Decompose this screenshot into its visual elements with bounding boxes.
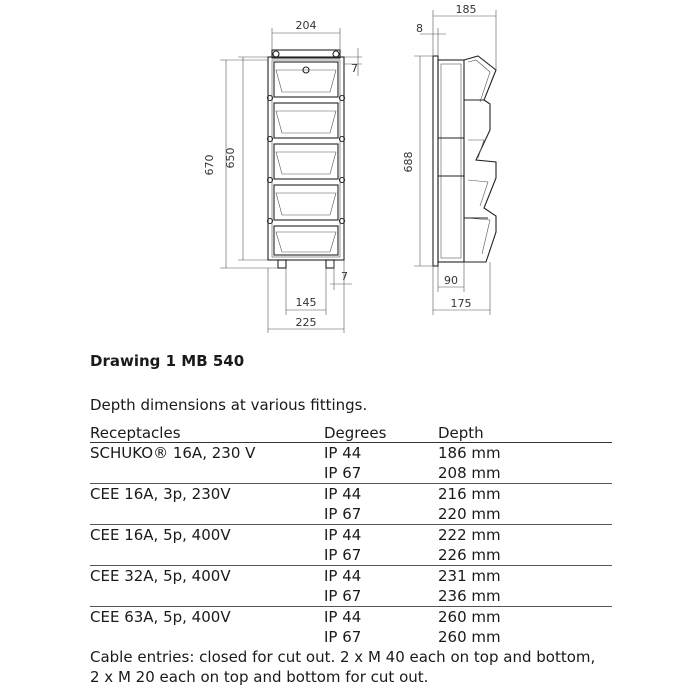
table-row [90,463,612,484]
dim-bottom-depth: 90 [444,274,458,287]
header-depth: Depth [438,424,484,442]
dim-bottom-offset: 7 [341,270,348,283]
degree-cell: IP 44 [324,567,362,585]
header-degrees: Degrees [324,424,387,442]
dim-outer-height: 670 [203,154,216,176]
technical-drawing [0,0,700,340]
receptacle-cell: SCHUKO® 16A, 230 V [90,444,256,462]
degree-cell: IP 67 [324,546,362,564]
receptacle-cell [90,463,324,483]
depth-cell: 236 mm [438,587,501,605]
table-header-row [90,423,612,443]
cable-entries-note [90,647,690,687]
header-receptacles: Receptacles [90,424,181,442]
dim-total-width: 225 [295,316,317,329]
receptacle-cell [90,627,324,647]
dim-base-width: 145 [295,296,317,309]
table-row [90,504,612,525]
receptacle-cell [90,504,324,524]
depth-cell: 226 mm [438,546,501,564]
footer-line: 2 x M 20 each on top and bottom for cut out. [90,668,429,686]
degree-cell: IP 44 [324,485,362,503]
degree-cell: IP 67 [324,587,362,605]
dim-total-depth: 175 [450,297,472,310]
table-row [90,627,612,647]
receptacle-cell: CEE 32A, 5p, 400V [90,567,231,585]
table-row [90,586,612,607]
drawing-caption: Drawing 1 MB 540 [90,352,245,370]
receptacle-cell [90,586,324,606]
dim-top-width: 204 [295,19,317,32]
degree-cell: IP 44 [324,526,362,544]
depth-cell: 260 mm [438,628,501,646]
table-row [90,607,612,627]
depth-cell: 220 mm [438,505,501,523]
degree-cell: IP 67 [324,464,362,482]
table-row [90,484,612,504]
degree-cell: IP 44 [324,608,362,626]
receptacle-cell: CEE 16A, 3p, 230V [90,485,231,503]
intro-text: Depth dimensions at various fittings. [90,396,368,414]
degree-cell: IP 67 [324,505,362,523]
depth-cell: 231 mm [438,567,501,585]
depth-cell: 208 mm [438,464,501,482]
dim-side-height: 688 [402,151,415,173]
dim-top-offset: 7 [351,62,358,75]
table-row [90,525,612,545]
dim-inner-height: 650 [224,147,237,169]
degree-cell: IP 44 [324,444,362,462]
receptacle-cell: CEE 63A, 5p, 400V [90,608,231,626]
depth-cell: 216 mm [438,485,501,503]
side-view [402,3,496,315]
receptacle-cell [90,545,324,565]
footer-line: Cable entries: closed for cut out. 2 x M 40 each on top and bottom, [90,648,596,666]
depth-table [90,423,612,647]
dim-top-depth: 185 [455,3,477,16]
degree-cell: IP 67 [324,628,362,646]
table-row [90,545,612,566]
depth-cell: 222 mm [438,526,501,544]
depth-cell: 260 mm [438,608,501,626]
dim-wall-offset: 8 [416,22,423,35]
depth-cell: 186 mm [438,444,501,462]
receptacle-cell: CEE 16A, 5p, 400V [90,526,231,544]
front-view [203,19,362,333]
table-row [90,443,612,463]
table-row [90,566,612,586]
